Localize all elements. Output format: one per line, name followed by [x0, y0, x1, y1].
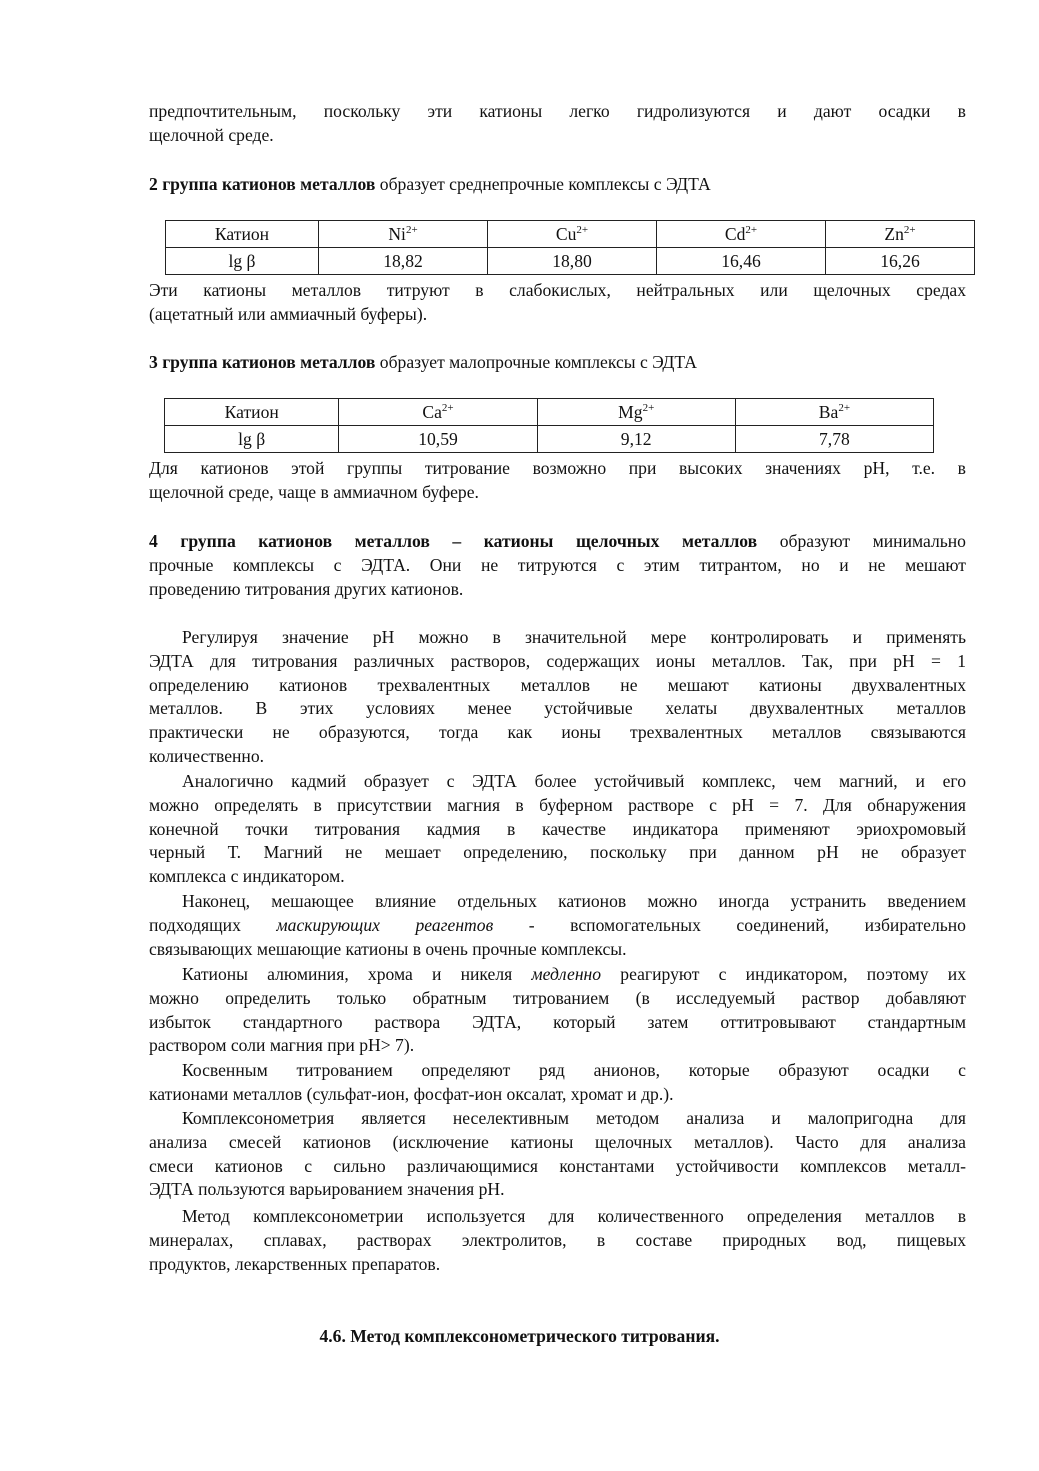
- text-line: черный Т. Магний не мешает определению, поскольку при данном рН не образует: [149, 842, 966, 863]
- table-cell: 10,59: [339, 426, 537, 453]
- group3-title-rest: образует малопрочные комплексы с ЭДТА: [375, 352, 697, 372]
- section-heading: 4.6. Метод комплексонометрического титрования.: [319, 1326, 720, 1346]
- table-cell: $Ca^{2+}$: [339, 399, 537, 426]
- paragraph-cadmium: [149, 770, 966, 889]
- text-line: (ацетатный или аммиачный буферы).: [149, 303, 428, 324]
- text-line: Эти катионы металлов титруют в слабокислых, нейтральных или щелочных средах: [149, 280, 966, 300]
- text-line: подходящих маскирующих реагентов - вспомогательных соединений, избирательно: [149, 914, 966, 935]
- group3-heading: [149, 351, 966, 375]
- group2-heading: [149, 173, 966, 197]
- text-line: определению катионов трехвалентных металлов не мешают катионы двухвалентных: [149, 674, 966, 695]
- group3-table: [164, 398, 934, 453]
- table-cell: $Cd^{2+}$: [657, 221, 826, 248]
- text-line: ЭДТА пользуются варьированием значения рН.: [149, 1179, 505, 1200]
- text-line: Регулируя значение рН можно в значительной мере контролировать и применять: [182, 627, 966, 647]
- table-cell: $Cu^{2+}$: [488, 221, 657, 248]
- text-line: Для катионов этой группы титрование возможно при высоких значениях рН, т.е. в: [149, 458, 966, 478]
- text-line: смеси катионов с сильно различающимися константами устойчивости комплексов металл-: [149, 1155, 966, 1176]
- text-line: Наконец, мешающее влияние отдельных катионов можно иногда устранить введением: [182, 891, 966, 911]
- table-row: [166, 248, 975, 275]
- intro-paragraph: [149, 100, 966, 148]
- text-line: щелочной среде, чаще в аммиачном буфере.: [149, 481, 479, 502]
- text-line: предпочтительным, поскольку эти катионы легко гидролизуются и дают осадки в: [149, 101, 966, 121]
- table-cell: lg β: [166, 248, 319, 275]
- paragraph-applications: [149, 1205, 966, 1276]
- table-cell: Катион: [165, 399, 339, 426]
- text-line: Метод комплексонометрии используется для количественного определения металлов в: [182, 1206, 966, 1226]
- text-line: избыток стандартного раствора ЭДТА, который затем оттитровывают стандартным: [149, 1011, 966, 1032]
- group2-title-bold: 2 группа катионов металлов: [149, 174, 376, 194]
- table-cell: $Ba^{2+}$: [735, 399, 933, 426]
- table-cell: 16,46: [657, 248, 826, 275]
- paragraph-selectivity: [149, 1107, 966, 1202]
- paragraph-ph-control: [149, 626, 966, 769]
- table-cell: 9,12: [537, 426, 735, 453]
- text-line: минералах, сплавах, растворах электролитов, в составе природных вод, пищевых: [149, 1229, 966, 1250]
- text-line: катионами металлов (сульфат-ион, фосфат-ион оксалат, хромат и др.).: [149, 1083, 674, 1104]
- group3-title-bold: 3 группа катионов металлов: [149, 352, 376, 372]
- table-cell: $Mg^{2+}$: [537, 399, 735, 426]
- text-line: Комплексонометрия является неселективным методом анализа и малопригодна для: [182, 1108, 966, 1128]
- text-line: ЭДТА для титрования различных растворов, содержащих ионы металлов. Так, при рН = 1: [149, 650, 966, 671]
- group2-table: [165, 220, 975, 275]
- text-line: металлов. В этих условиях менее устойчивые хелаты двухвалентных металлов: [149, 698, 966, 719]
- group2-title-rest: образует среднепрочные комплексы с ЭДТА: [375, 174, 711, 194]
- text-line: конечной точки титрования кадмия в качестве индикатора применяют эриохромовый: [149, 818, 966, 839]
- group2-note: [149, 279, 966, 327]
- group3-note: [149, 457, 966, 505]
- text-line: Катионы алюминия, хрома и никеля медленно реагируют с индикатором, поэтому их: [182, 964, 966, 984]
- paragraph-masking: [149, 890, 966, 961]
- text-line: Аналогично кадмий образует с ЭДТА более устойчивый комплекс, чем магний, и его: [182, 771, 966, 791]
- text-line: щелочной среде.: [149, 124, 274, 145]
- table-cell: Катион: [166, 221, 319, 248]
- paragraph-indirect: [149, 1059, 966, 1107]
- text-line: прочные комплексы с ЭДТА. Они не титруются с этим титрантом, но и не мешают: [149, 554, 966, 575]
- group4-paragraph: [149, 530, 966, 601]
- text-line: 4 группа катионов металлов – катионы щелочных металлов образуют минимально: [149, 531, 966, 551]
- table-cell: 18,82: [319, 248, 488, 275]
- table-cell: 18,80: [488, 248, 657, 275]
- text-line: количественно.: [149, 745, 265, 766]
- paragraph-back-titration: [149, 963, 966, 1058]
- text-line: практически не образуются, тогда как ионы трехвалентных металлов связываются: [149, 722, 966, 743]
- text-line: проведению титрования других катионов.: [149, 578, 464, 599]
- text-line: продуктов, лекарственных препаратов.: [149, 1253, 441, 1274]
- table-cell: lg β: [165, 426, 339, 453]
- table-cell: 7,78: [735, 426, 933, 453]
- table-row: [165, 426, 934, 453]
- table-cell: 16,26: [826, 248, 975, 275]
- text-line: анализа смесей катионов (исключение катионы щелочных металлов). Часто для анализа: [149, 1131, 966, 1152]
- text-line: раствором соли магния при рН> 7).: [149, 1035, 415, 1056]
- text-line: можно определить только обратным титрованием (в исследуемый раствор добавляют: [149, 987, 966, 1008]
- text-line: можно определять в присутствии магния в буферном растворе с рН = 7. Для обнаружения: [149, 794, 966, 815]
- text-line: связывающих мешающие катионы в очень прочные комплексы.: [149, 938, 627, 959]
- table-cell: $Ni^{2+}$: [319, 221, 488, 248]
- text-line: комплекса с индикатором.: [149, 866, 345, 887]
- table-cell: $Zn^{2+}$: [826, 221, 975, 248]
- table-row: [165, 399, 934, 426]
- text-line: Косвенным титрованием определяют ряд анионов, которые образуют осадки с: [182, 1060, 966, 1080]
- table-row: [166, 221, 975, 248]
